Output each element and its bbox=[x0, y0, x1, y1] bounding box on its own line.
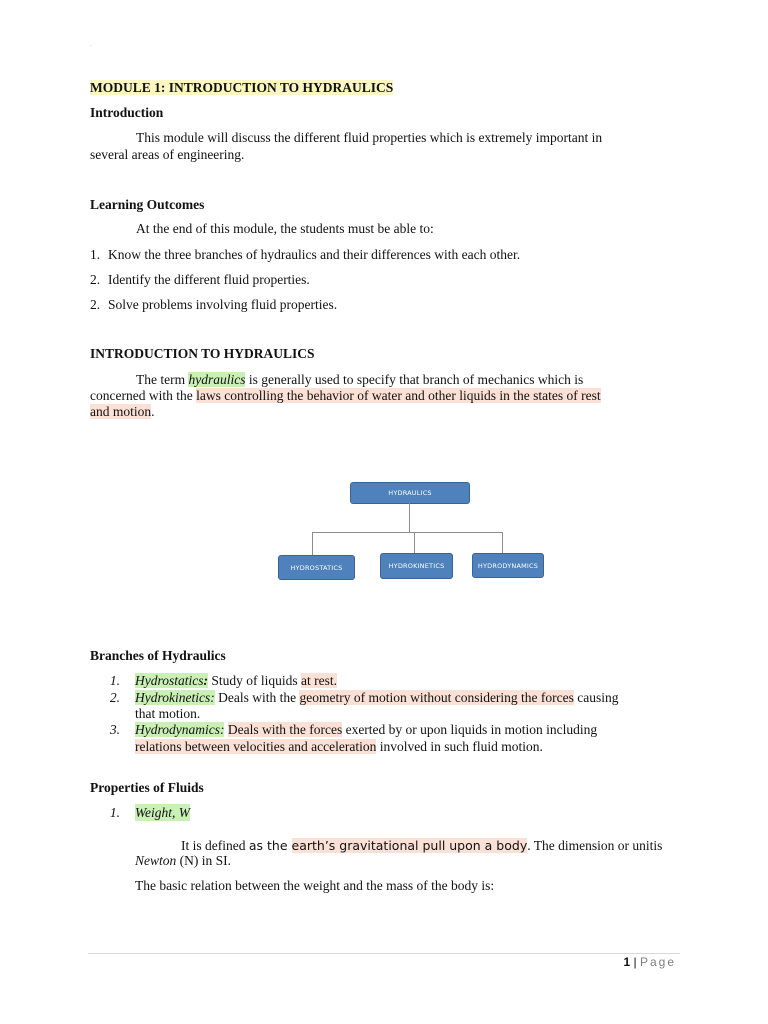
outcome-text: Identify the different fluid properties. bbox=[108, 272, 310, 287]
highlight-run: relations between velocities and acceleration bbox=[135, 739, 377, 754]
branch-term bbox=[135, 673, 208, 688]
term-colon: : bbox=[203, 673, 208, 688]
connector-line bbox=[414, 532, 415, 553]
highlight-run: and motion bbox=[90, 404, 152, 419]
diagram-root-box: HYDRAULICS bbox=[350, 482, 470, 504]
property-number: 1. bbox=[109, 805, 120, 820]
outcome-text: Know the three branches of hydraulics and their differences with each other. bbox=[108, 247, 521, 262]
highlight-run: Deals with the forces bbox=[227, 722, 343, 737]
diagram-child-box: HYDROSTATICS bbox=[278, 555, 355, 580]
branch-number: 3. bbox=[109, 722, 120, 737]
diagram-child-box: HYDROKINETICS bbox=[380, 553, 453, 579]
text-run: . bbox=[151, 404, 155, 419]
text-run: . The dimension or unitis bbox=[527, 838, 663, 853]
term-hydraulics: hydraulics bbox=[188, 372, 246, 387]
outcome-number: 1. bbox=[90, 247, 101, 262]
term-text: Hydrostatics bbox=[135, 673, 204, 688]
text-run: causing bbox=[573, 690, 619, 705]
text-run: involved in such fluid motion. bbox=[376, 739, 543, 754]
stray-mark: . bbox=[90, 42, 92, 48]
branch-term: Hydrokinetics: bbox=[135, 690, 215, 705]
highlight-run: laws controlling the behavior of water and other liquids in the states of rest bbox=[196, 388, 601, 403]
branch-item-continuation: that motion. bbox=[135, 706, 201, 721]
connector-line bbox=[502, 532, 503, 553]
branch-number: 2. bbox=[109, 690, 120, 705]
text-run: (N) in SI. bbox=[176, 853, 232, 868]
outcomes-heading: Learning Outcomes bbox=[90, 197, 205, 212]
outcome-item bbox=[90, 246, 690, 263]
footer-divider bbox=[88, 953, 680, 954]
hydraulics-para-line-1 bbox=[90, 371, 690, 388]
outcomes-lead: At the end of this module, the students must be able to: bbox=[136, 221, 434, 236]
branch-number: 1. bbox=[109, 673, 120, 688]
property-term: Weight, W bbox=[135, 805, 190, 820]
text-run: is generally used to specify that branch of mechanics which is bbox=[245, 372, 584, 387]
outcome-item bbox=[90, 296, 690, 313]
highlight-run: geometry of motion without considering the forces bbox=[299, 690, 574, 705]
weight-relation-line: The basic relation between the weight and the mass of the body is: bbox=[135, 878, 495, 893]
hydraulics-branch-diagram bbox=[270, 475, 560, 585]
outcome-number: 2. bbox=[90, 297, 101, 312]
text-run: Study of liquids bbox=[208, 673, 302, 688]
text-run: as the bbox=[248, 838, 292, 853]
branch-item-continuation bbox=[90, 738, 690, 755]
page-number: 1 bbox=[623, 955, 631, 969]
hydraulics-para-line-3 bbox=[90, 403, 690, 420]
outcome-number: 2. bbox=[90, 272, 101, 287]
footer-separator: | bbox=[630, 955, 640, 969]
diagram-child-box: HYDRODYNAMICS bbox=[472, 553, 544, 578]
unit-name: Newton bbox=[135, 853, 177, 868]
page-label: Page bbox=[639, 955, 676, 969]
text-run: concerned with the bbox=[90, 388, 197, 403]
branch-term: Hydrodynamics: bbox=[135, 722, 225, 737]
outcome-item bbox=[90, 271, 690, 288]
branch-content bbox=[135, 672, 337, 689]
text-run: exerted by or upon liquids in motion including bbox=[342, 722, 598, 737]
module-title-text: MODULE 1: INTRODUCTION TO HYDRAULICS bbox=[90, 80, 394, 95]
outcome-text: Solve problems involving fluid properties. bbox=[108, 297, 338, 312]
intro-line-2: several areas of engineering. bbox=[90, 147, 245, 162]
page-footer bbox=[623, 955, 676, 969]
intro-line-1: This module will discuss the different fluid properties which is extremely important in bbox=[136, 130, 603, 145]
branches-heading: Branches of Hydraulics bbox=[90, 648, 226, 663]
intro-heading: Introduction bbox=[90, 105, 164, 120]
text-run: The term bbox=[136, 372, 189, 387]
text-run: It is defined bbox=[181, 838, 249, 853]
properties-heading: Properties of Fluids bbox=[90, 780, 204, 795]
hydraulics-para-line-2 bbox=[90, 387, 690, 404]
hydraulics-heading: INTRODUCTION TO HYDRAULICS bbox=[90, 346, 315, 361]
connector-line bbox=[312, 532, 502, 533]
highlight-run: at rest. bbox=[301, 673, 338, 688]
branch-content bbox=[135, 689, 619, 706]
connector-line bbox=[409, 503, 410, 532]
weight-definition-line-2 bbox=[90, 852, 690, 869]
branch-content bbox=[135, 721, 597, 738]
connector-line bbox=[312, 532, 313, 555]
highlight-run: earth’s gravitational pull upon a body bbox=[291, 838, 528, 853]
module-title bbox=[90, 79, 690, 96]
text-run: Deals with the bbox=[214, 690, 300, 705]
